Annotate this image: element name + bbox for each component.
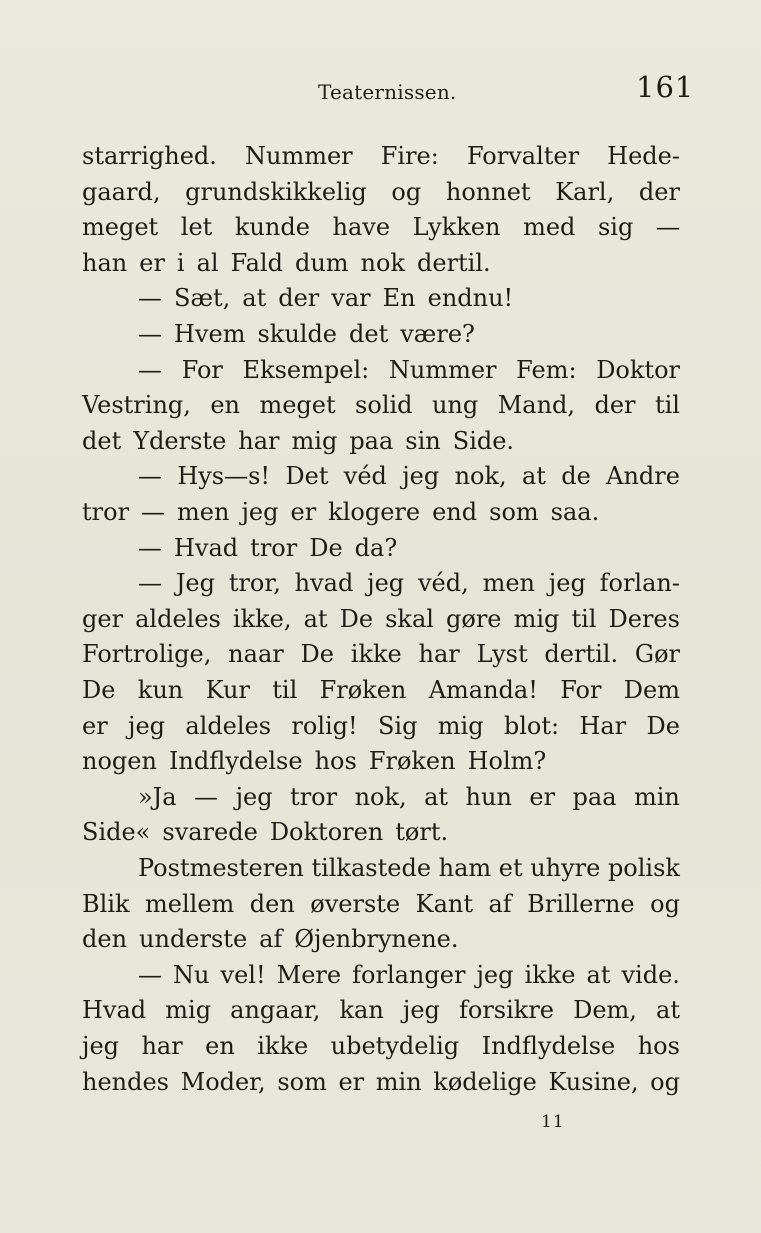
signature-mark: 11	[541, 1112, 565, 1132]
text-line: nogen Indflydelse hos Frøken Holm?	[82, 747, 547, 776]
text-line: gaard, grundskikkelig og honnet Karl, der	[82, 177, 680, 206]
text-line: det Yderste har mig paa sin Side.	[82, 426, 515, 455]
text-line: Vestring, en meget solid ung Mand, der til	[82, 391, 680, 420]
text-line: — Hvem skulde det være?	[138, 320, 475, 348]
page-number: 161	[636, 70, 695, 104]
text-line: Side« svarede Doktoren tørt.	[82, 818, 449, 847]
text-line: De kun Kur til Frøken Amanda! For Dem	[82, 676, 680, 704]
text-line: han er i al Fald dum nok dertil.	[82, 248, 491, 277]
text-line: ger aldeles ikke, at De skal gøre mig til Deres	[82, 604, 680, 633]
text-line: starrighed. Nummer Fire: Forvalter Hede-	[82, 142, 680, 170]
text-line: »Ja — jeg tror nok, at hun er paa min	[138, 782, 680, 811]
text-line: — For Eksempel: Nummer Fem: Doktor	[138, 355, 680, 384]
running-head-title: Teaternissen.	[318, 80, 457, 104]
text-line: — Hvad tror De da?	[138, 533, 398, 562]
text-line: — Nu vel! Mere forlanger jeg ikke at vide.	[138, 960, 680, 989]
text-line: Postmesteren tilkastede ham et uhyre polisk	[138, 854, 680, 882]
text-line: Fortrolige, naar De ikke har Lyst dertil. Gør	[82, 640, 680, 669]
text-line: tror — men jeg er klogere end som saa.	[82, 498, 600, 526]
text-line: Hvad mig angaar, kan jeg forsikre Dem, at	[82, 996, 680, 1025]
text-line: — Jeg tror, hvad jeg véd, men jeg forlan-	[138, 569, 680, 598]
text-line: meget let kunde have Lykken med sig —	[82, 213, 680, 242]
text-line: — Sæt, at der var En endnu!	[138, 284, 514, 313]
text-line: Blik mellem den øverste Kant af Brillerne og	[82, 889, 680, 918]
text-line: den underste af Øjenbrynene.	[82, 925, 459, 954]
text-line: jeg har en ikke ubetydelig Indflydelse hos	[82, 1032, 680, 1060]
text-line: — Hys—s! Det véd jeg nok, at de Andre	[138, 462, 680, 491]
text-line: er jeg aldeles rolig! Sig mig blot: Har De	[82, 711, 680, 740]
text-line: hendes Moder, som er min kødelige Kusine, og	[82, 1067, 680, 1096]
